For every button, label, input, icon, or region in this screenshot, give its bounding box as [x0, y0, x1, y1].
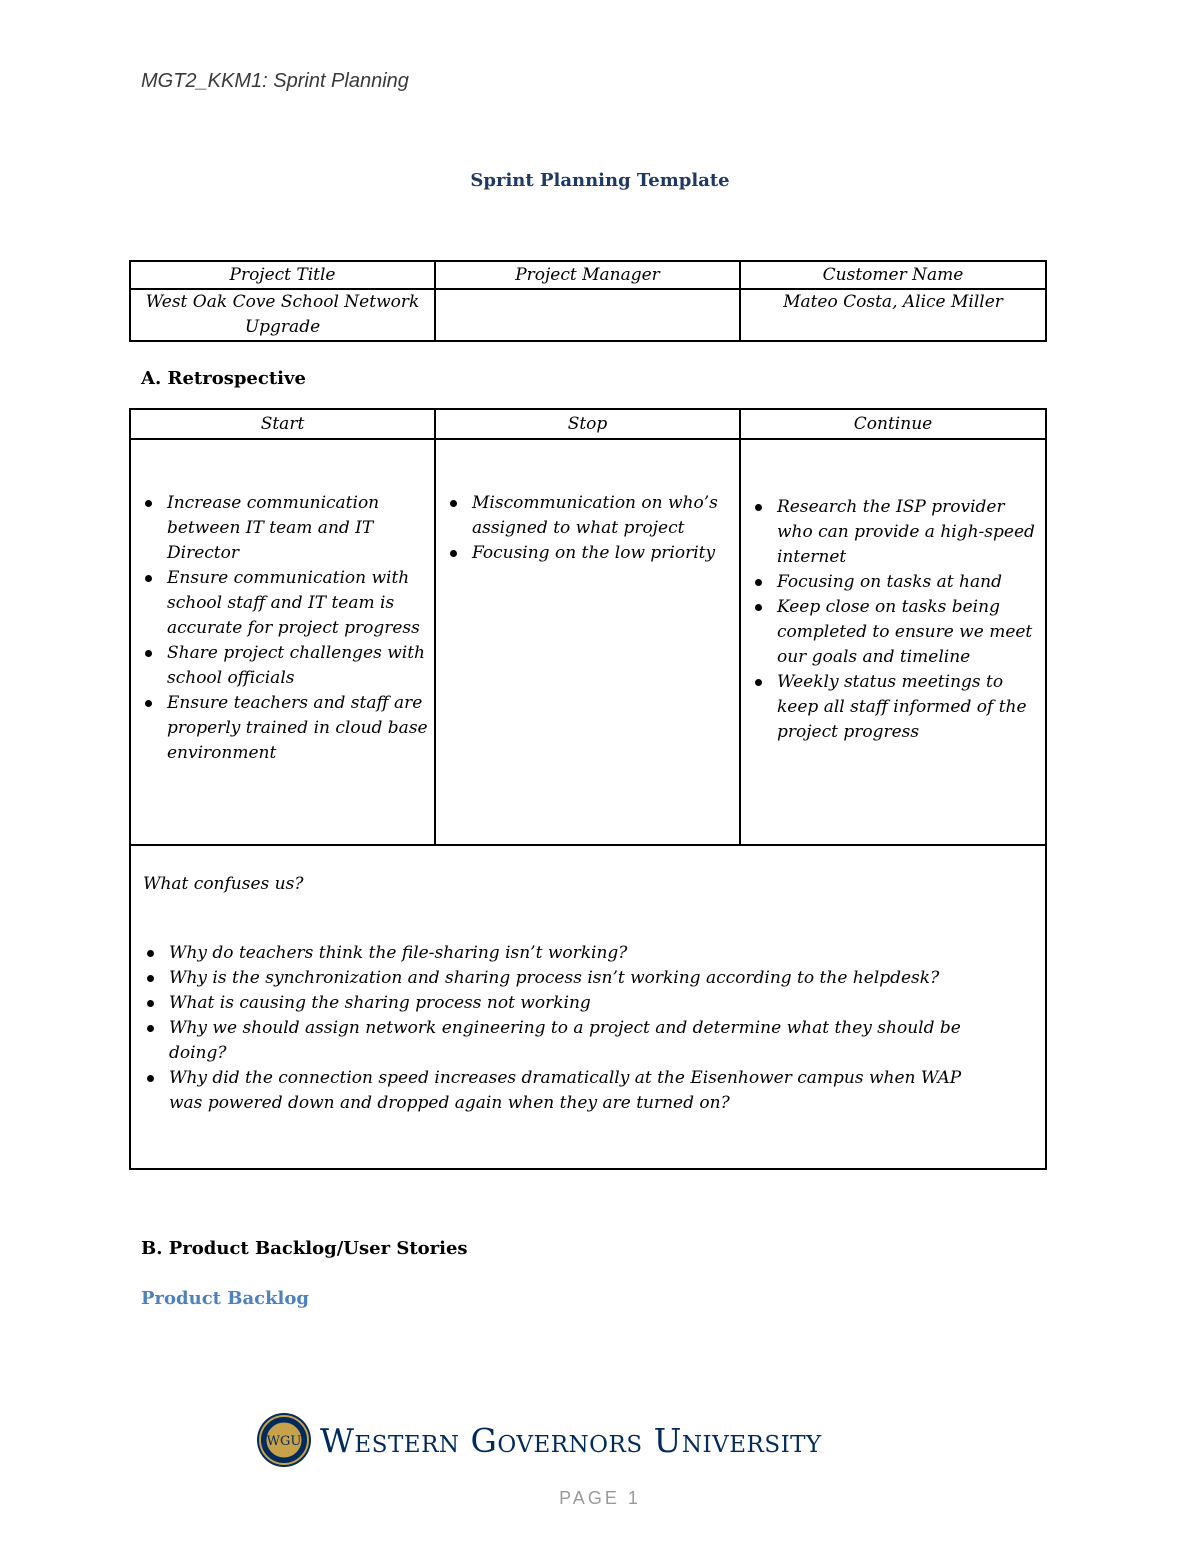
list-item: Increase communication between IT team and IT Director — [167, 491, 434, 566]
continue-list — [741, 495, 1045, 745]
document-header: MGT2_KKM1: Sprint Planning — [141, 70, 409, 92]
list-item: Ensure communication with school staff and IT team is accurate for project progress — [167, 566, 434, 641]
list-item: What is causing the sharing process not working — [169, 991, 993, 1016]
wgu-logo — [256, 1410, 906, 1470]
start-column-header: Start — [130, 409, 435, 439]
list-item: Keep close on tasks being completed to ensure we meet our goals and timeline — [777, 595, 1035, 670]
list-item: Why is the synchronization and sharing process isn’t working according to the helpdesk? — [169, 966, 993, 991]
stop-list — [436, 491, 739, 566]
project-info-table — [129, 260, 1047, 342]
list-item: Why did the connection speed increases dramatically at the Eisenhower campus when WAP was powered down and dropped again when they are turned on? — [169, 1066, 993, 1116]
project-manager-value — [435, 289, 740, 341]
start-column-cell — [130, 439, 435, 845]
list-item: Focusing on the low priority — [472, 541, 723, 566]
retrospective-heading: A. Retrospective — [141, 368, 306, 389]
list-item: Ensure teachers and staff are properly trained in cloud base environment — [167, 691, 434, 766]
list-item: Focusing on tasks at hand — [777, 570, 1035, 595]
svg-text:WGU: WGU — [266, 1434, 302, 1449]
list-item: Why we should assign network engineering to a project and determine what they should be doing? — [169, 1016, 993, 1066]
list-item: Why do teachers think the file-sharing isn’t working? — [169, 941, 993, 966]
confusion-list — [143, 941, 1033, 1116]
wgu-wordmark-text: Western Governors University — [320, 1420, 822, 1460]
continue-column-cell — [740, 439, 1046, 845]
retrospective-table — [129, 408, 1047, 1170]
continue-column-header: Continue — [740, 409, 1046, 439]
list-item: Share project challenges with school officials — [167, 641, 434, 691]
list-item: Research the ISP provider who can provide a high-speed internet — [777, 495, 1035, 570]
customer-name-header: Customer Name — [740, 261, 1046, 289]
stop-column-cell — [435, 439, 740, 845]
confusion-question: What confuses us? — [143, 874, 304, 894]
wgu-seal-icon — [256, 1412, 312, 1468]
stop-column-header: Stop — [435, 409, 740, 439]
project-title-header: Project Title — [130, 261, 435, 289]
list-item: Weekly status meetings to keep all staff informed of the project progress — [777, 670, 1035, 745]
list-item: Miscommunication on who’s assigned to what project — [472, 491, 723, 541]
project-manager-header: Project Manager — [435, 261, 740, 289]
product-backlog-subheading: Product Backlog — [141, 1288, 309, 1309]
start-list — [131, 491, 434, 766]
confusion-cell — [130, 845, 1046, 1169]
customer-name-value: Mateo Costa, Alice Miller — [740, 289, 1046, 341]
project-title-value: West Oak Cove School Network Upgrade — [130, 289, 435, 341]
page-number: PAGE 1 — [559, 1488, 641, 1508]
document-title: Sprint Planning Template — [470, 170, 730, 191]
backlog-heading: B. Product Backlog/User Stories — [141, 1238, 468, 1259]
wgu-wordmark — [320, 1421, 822, 1460]
